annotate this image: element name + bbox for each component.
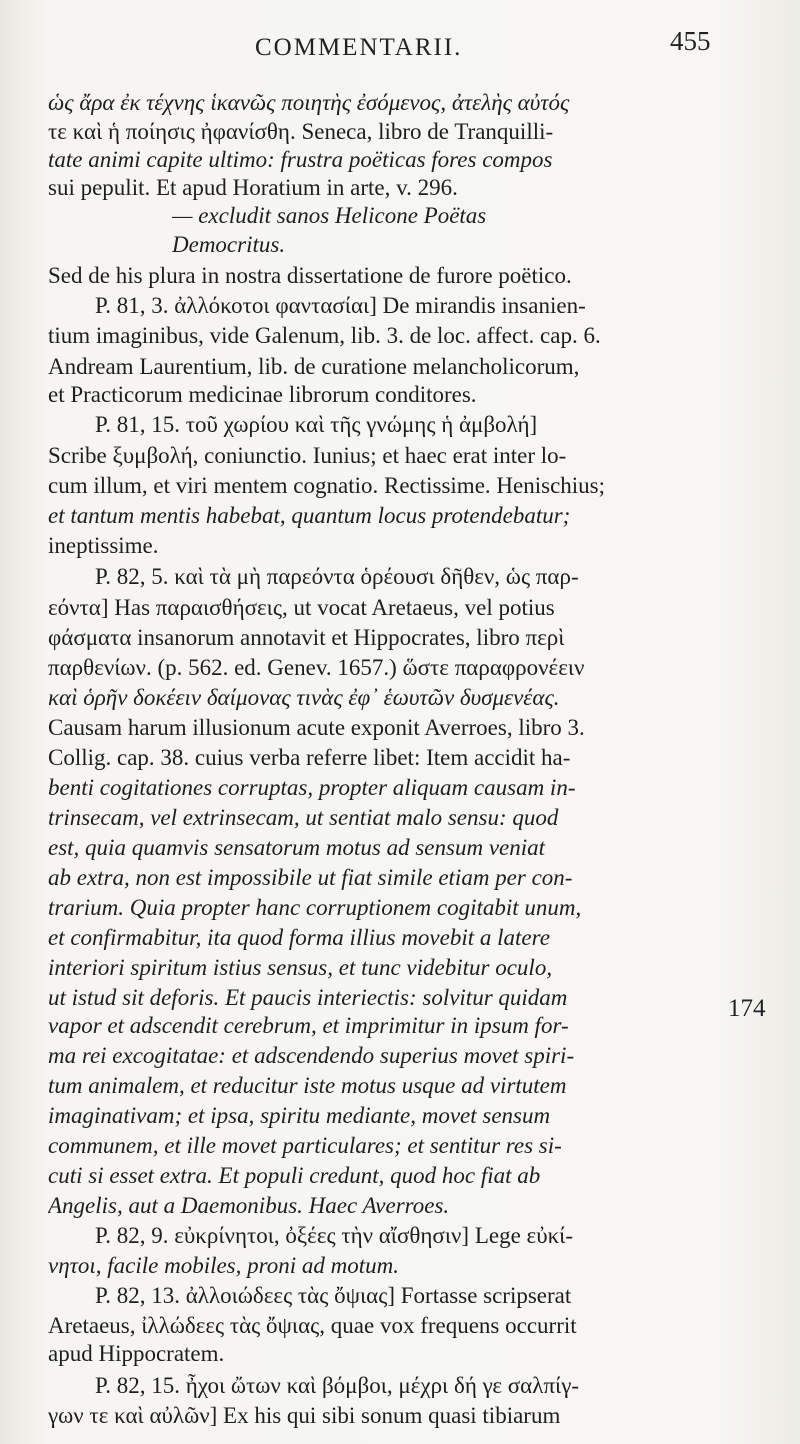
text-line: vapor et adscendit cerebrum, et imprimitur in ipsum for- bbox=[48, 1013, 569, 1038]
margin-reference-number: 174 bbox=[728, 995, 766, 1022]
text-line: interiori spiritum istius sensus, et tunc videbitur oculo, bbox=[48, 955, 553, 980]
text-line: παρθενίων. (p. 562. ed. Genev. 1657.) ὥστε παραφρονέειν bbox=[48, 655, 585, 680]
verse-line: Democritus. bbox=[172, 232, 286, 257]
text-line: Causam harum illusionum acute exponit Averroes, libro 3. bbox=[48, 715, 585, 740]
lemma-line: P. 82, 9. εὐκρίνητοι, ὀξέες τὴν αἴσθησιν] Lege εὐκί- bbox=[95, 1223, 574, 1248]
text-line: et Practicorum medicinae librorum conditores. bbox=[48, 382, 477, 407]
text-line: tium imaginibus, vide Galenum, lib. 3. de loc. affect. cap. 6. bbox=[48, 323, 601, 348]
text-line: apud Hippocratem. bbox=[48, 1341, 225, 1366]
text-line: τε καὶ ἡ ποίησις ἠφανίσθη. Seneca, libro de Tranquilli- bbox=[48, 119, 554, 144]
text-line: et tantum mentis habebat, quantum locus protendebatur; bbox=[48, 503, 571, 528]
text-line: benti cogitationes corruptas, propter aliquam causam in- bbox=[48, 775, 576, 800]
lemma-line: P. 82, 5. καὶ τὰ μὴ παρεόντα ὁρέουσι δῆθεν, ὡς παρ- bbox=[95, 564, 579, 589]
text-line: εόντα] Has παραισθήσεις, ut vocat Aretaeus, vel potius bbox=[48, 595, 555, 620]
text-line: et confirmabitur, ita quod forma illius movebit a latere bbox=[48, 925, 550, 950]
text-line: Angelis, aut a Daemonibus. Haec Averroes. bbox=[48, 1193, 450, 1218]
lemma-line: P. 82, 13. ἀλλοιώδεες τὰς ὄψιας] Fortasse scripserat bbox=[95, 1283, 572, 1308]
text-line: trarium. Quia propter hanc corruptionem cogitabit unum, bbox=[48, 895, 582, 920]
text-line: Collig. cap. 38. cuius verba referre libet: Item accidit ha- bbox=[48, 745, 571, 770]
text-line: Aretaeus, ἰλλώδεες τὰς ὄψιας, quae vox frequens occurrit bbox=[48, 1313, 577, 1338]
text-line: φάσματα insanorum annotavit et Hippocrates, libro περὶ bbox=[48, 625, 565, 650]
text-line: sui pepulit. Et apud Horatium in arte, v. 296. bbox=[48, 175, 458, 200]
text-line: ineptissime. bbox=[48, 533, 159, 558]
text-line: tum animalem, et reducitur iste motus usque ad virtutem bbox=[48, 1073, 567, 1098]
text-line: νητοι, facile mobiles, proni ad motum. bbox=[48, 1253, 399, 1278]
page-number: 455 bbox=[670, 26, 711, 56]
text-line: tate animi capite ultimo: frustra poëticas fores compos bbox=[48, 147, 553, 172]
text-line: γων τε καὶ αὐλῶν] Ex his qui sibi sonum quasi tibiarum bbox=[48, 1403, 561, 1428]
verse-line: — excludit sanos Helicone Poëtas bbox=[172, 203, 487, 228]
text-line: cum illum, et viri mentem cognatio. Rectissime. Henischius; bbox=[48, 473, 606, 498]
text-line: ma rei excogitatae: et adscendendo superius movet spiri- bbox=[48, 1043, 575, 1068]
text-line: ut istud sit deforis. Et paucis interiectis: solvitur quidam bbox=[48, 985, 568, 1010]
text-line: Scribe ξυμβολή, coniunctio. Iunius; et haec erat inter lo- bbox=[48, 443, 567, 468]
lemma-line: P. 81, 15. τοῦ χωρίου καὶ τῆς γνώμης ἡ ἀμβολή] bbox=[95, 412, 538, 437]
text-line: trinsecam, vel extrinsecam, ut sentiat malo sensu: quod bbox=[48, 805, 559, 830]
text-line: καὶ ὁρῆν δοκέειν δαίμονας τινὰς ἐφ᾽ ἑωυτῶν δυσμενέας. bbox=[48, 685, 560, 710]
text-line: Sed de his plura in nostra dissertatione de furore poëtico. bbox=[48, 263, 572, 288]
lemma-line: P. 81, 3. ἀλλόκοτοι φαντασίαι] De mirandis insanien- bbox=[95, 293, 586, 318]
text-line: ab extra, non est impossibile ut fiat simile etiam per con- bbox=[48, 865, 573, 890]
lemma-line: P. 82, 15. ἦχοι ὤτων καὶ βόμβοι, μέχρι δή γε σαλπίγ- bbox=[95, 1373, 580, 1398]
text-line: cuti si esset extra. Et populi credunt, quod hoc fiat ab bbox=[48, 1163, 541, 1188]
text-line: Andream Laurentium, lib. de curatione melancholicorum, bbox=[48, 354, 580, 379]
text-line: communem, et ille movet particulares; et sentitur res si- bbox=[48, 1133, 562, 1158]
running-head: COMMENTARII. bbox=[255, 34, 463, 61]
text-line: imaginativam; et ipsa, spiritu mediante, movet sensum bbox=[48, 1103, 551, 1128]
text-line: est, quia quamvis sensatorum motus ad sensum veniat bbox=[48, 835, 546, 860]
text-line: ὡς ἄρα ἐκ τέχνης ἱκανῶς ποιητὴς ἐσόμενος, ἀτελὴς αὐτός bbox=[48, 90, 570, 115]
